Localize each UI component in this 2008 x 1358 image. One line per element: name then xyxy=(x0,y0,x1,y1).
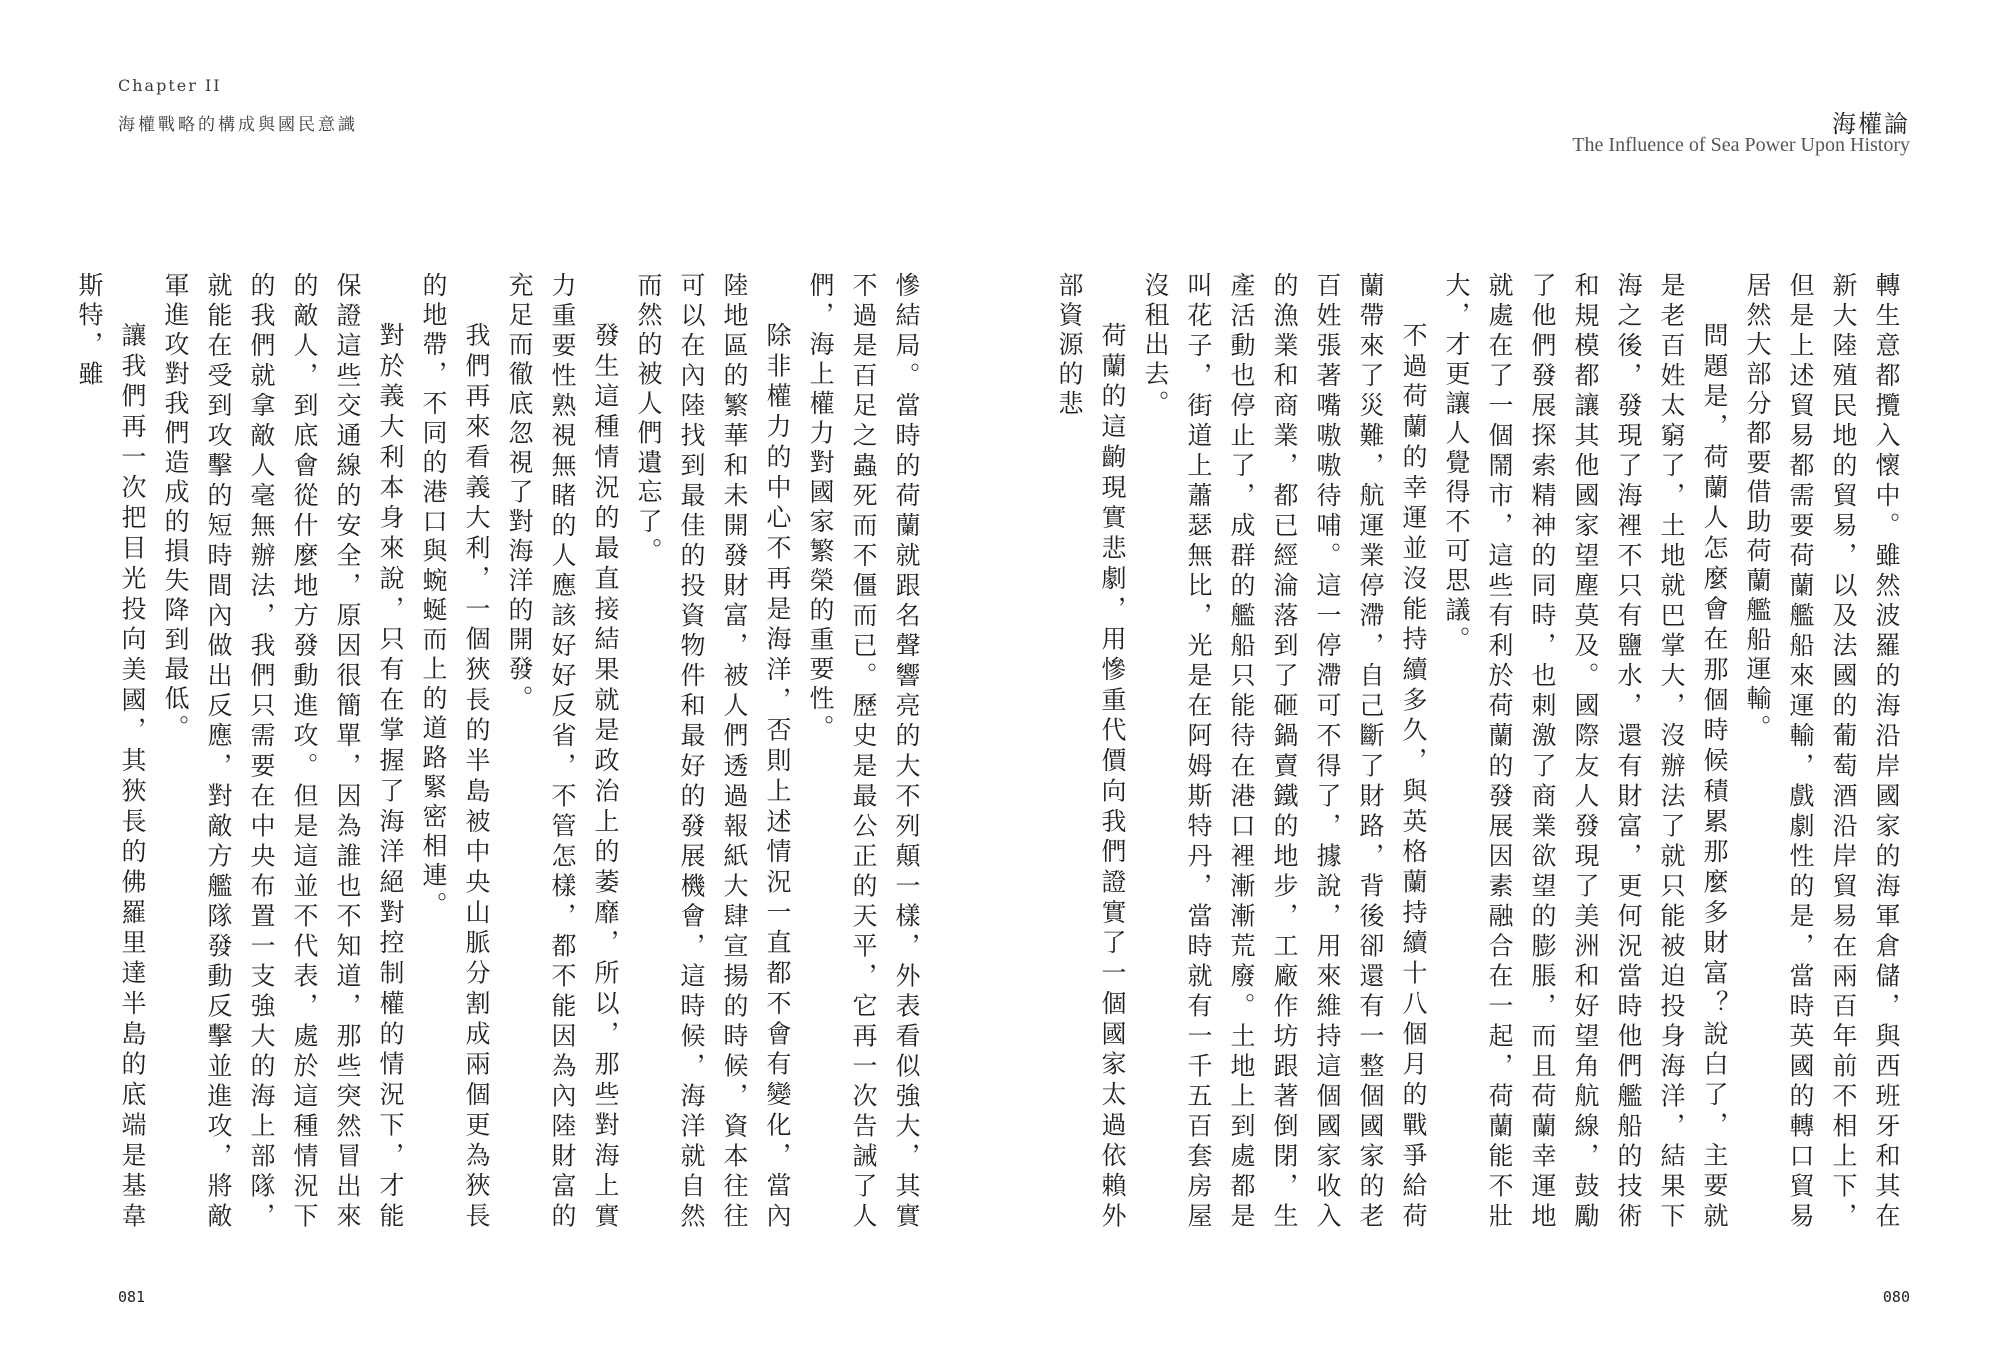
paragraph: 轉生意都攬入懷中。雖然波羅的海沿岸國家的海軍倉儲，與西班牙和其在新大陸殖民地的貿易，以及法國的葡萄酒沿岸貿易在兩百年前不相上下，但是上述貿易都需要荷蘭艦船來運輸，戲劇性的是，當時英國的轉口貿易居然大部分都要借助荷蘭艦船運輸。 xyxy=(1743,272,1901,1232)
page-number-right: 080 xyxy=(1882,1288,1910,1306)
paragraph: 除非權力的中心不再是海洋，否則上述情況一直都不會有變化，當內陸地區的繁華和未開發財富，被人們透過報紙大肆宣揚的時候，資本往往可以在內陸找到最佳的投資物件和最好的發展機會，這時候，海洋就自然而然的被人們遺忘了。 xyxy=(634,272,792,1232)
right-page xyxy=(1004,0,2008,1358)
chapter-title: 海權戰略的構成與國民意識 xyxy=(118,115,358,135)
paragraph: 發生這種情況的最直接結果就是政治上的萎靡，所以，那些對海上實力重要性熟視無睹的人應該好好反省，不管怎樣，都不能因為內陸財富的充足而徹底忽視了對海洋的開發。 xyxy=(505,272,620,1232)
paragraph: 荷蘭的這齣現實悲劇，用慘重代價向我們證實了一個國家太過依賴外部資源的悲 xyxy=(1055,272,1127,1232)
paragraph: 讓我們再一次把目光投向美國，其狹長的佛羅里達半島的底端是基韋斯特，雖 xyxy=(75,272,147,1232)
right-page-body xyxy=(1055,272,1908,1232)
page-number-left: 081 xyxy=(118,1288,146,1306)
book-title-zh: 海權論 xyxy=(1832,110,1910,138)
paragraph: 問題是，荷蘭人怎麼會在那個時候積累那麼多財富？說白了，主要就是老百姓太窮了，土地就巴掌大，沒辦法了就只能被迫投身海洋，結果下海之後，發現了海裡不只有鹽水，還有財富，更何況當時他們艦船的技術和規模都讓其他國家望塵莫及。國際友人發現了美洲和好望角航線，鼓勵了他們發展探索精神的同時，也刺激了商業欲望的膨脹，而且荷蘭幸運地就處在了一個鬧市，這些有利於荷蘭的發展因素融合在一起，荷蘭能不壯大，才更讓人覺得不可思議。 xyxy=(1442,272,1729,1232)
paragraph: 對於義大利本身來說，只有在掌握了海洋絕對控制權的情況下，才能保證這些交通線的安全，原因很簡單，因為誰也不知道，那些突然冒出來的敵人，到底會從什麼地方發動進攻。但是這並不代表，處於這種情況下的我們就拿敵人毫無辦法，我們只需要在中央布置一支強大的海上部隊，就能在受到攻擊的短時間內做出反應，對敵方艦隊發動反擊並進攻，將敵軍進攻對我們造成的損失降到最低。 xyxy=(161,272,405,1232)
paragraph: 慘結局。當時的荷蘭就跟名聲響亮的大不列顛一樣，外表看似強大，其實不過是百足之蟲死而不僵而已。歷史是最公正的天平，它再一次告誡了人們，海上權力對國家繁榮的重要性。 xyxy=(806,272,921,1232)
chapter-label: Chapter II xyxy=(118,76,222,95)
paragraph: 不過荷蘭的幸運並沒能持續多久，與英格蘭持續十八個月的戰爭給荷蘭帶來了災難，航運業停滯，自己斷了財路，背後卻還有一整個國家的老百姓張著嘴嗷嗷待哺。這一停滯可不得了，據說，用來維持這個國家收入的漁業和商業，都已經淪落到了砸鍋賣鐵的地步，工廠作坊跟著倒閉，生產活動也停止了，成群的艦船只能待在港口裡漸漸荒廢。土地上到處都是叫花子，街道上蕭瑟無比，光是在阿姆斯特丹，當時就有一千五百套房屋沒租出去。 xyxy=(1141,272,1428,1232)
book-title-en: The Influence of Sea Power Upon History xyxy=(1572,134,1910,156)
paragraph: 我們再來看義大利，一個狹長的半島被中央山脈分割成兩個更為狹長的地帶，不同的港口與蜿蜒而上的道路緊密相連。 xyxy=(419,272,491,1232)
left-page-body xyxy=(75,272,928,1232)
